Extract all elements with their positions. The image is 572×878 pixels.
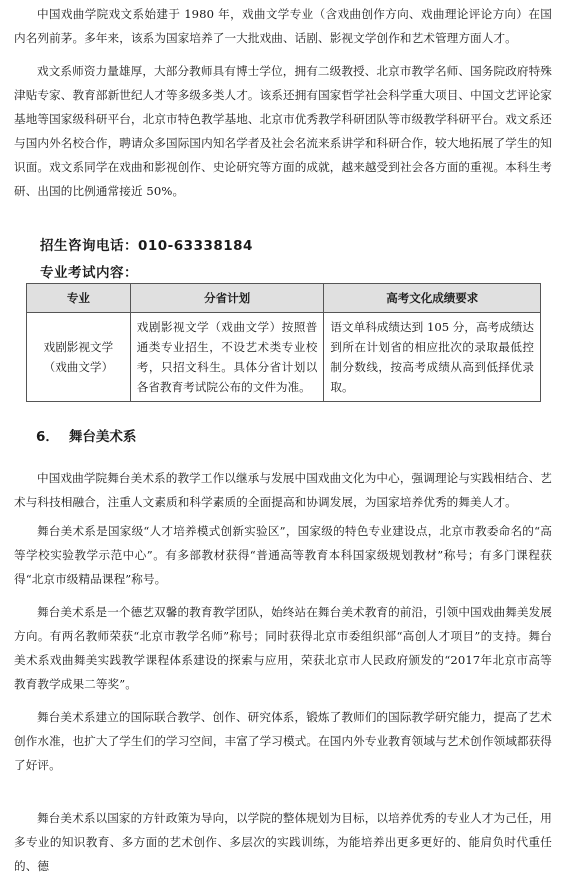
table-row [27, 313, 541, 402]
phone-label: 招生咨询电话： [40, 238, 138, 254]
intro-paragraph-1: 中国戏曲学院戏文系始建于 1980 年，戏曲文学专业（含戏曲创作方向、戏曲理论评论方向）在国内名列前茅。多年来，该系为国家培养了一大批戏曲、话剧、影视文学创作和艺术管理方面人才。 [14, 7, 552, 45]
cell-plan: 戏剧影视文学（戏曲文学）按照普通类专业招生，不设艺术类专业校考，只招文科生。具体分省计划以各省教育考试院公布的文件为准。 [130, 313, 324, 402]
section6-paragraph-3: 舞台美术系是一个德艺双馨的教育教学团队，始终站在舞台美术教育的前沿，引领中国戏曲舞美发展方向。有两名教师荣获“北京市教学名师”称号；同时获得北京市委组织部“高创人才项目”的支持。舞台美术系戏曲舞美实践教学课程体系建设的探索与应用，荣获北京市人民政府颁发的“2017年北京市高等教育教学成果二等奖”。 [14, 605, 552, 691]
section6-paragraph-2: 舞台美术系是国家级“人才培养模式创新实验区”，国家级的特色专业建设点，北京市教委命名的“高等学校实验教学示范中心”。有多部教材获得“普通高等教育本科国家级规划教材”称号；有多门课程获得“北京市级精品课程”称号。 [14, 524, 552, 586]
intro-paragraph-2: 戏文系师资力量雄厚，大部分教师具有博士学位，拥有二级教授、北京市教学名师、国务院政府特殊津贴专家、教育部新世纪人才等多级多类人才。该系还拥有国家哲学社会科学重大项目、中国文艺评论家基地等国家级科研平台，北京市特色教学基地、北京市优秀教学科研团队等市级教学科研平台。戏文系还与国内外名校合作，聘请众多国际国内知名学者及社会名流来系讲学和科研合作，较大地拓展了学生的知识面。戏文系同学在戏曲和影视创作、史论研究等方面的成就，越来越受到社会各方面的重视。本科生考研、出国的比例通常接近 50%。 [14, 64, 552, 198]
section6-paragraph-5: 舞台美术系以国家的方针政策为导向，以学院的整体规划为目标，以培养优秀的专业人才为己任，用多专业的知识教育、多方面的艺术创作、多层次的实践训练，为能培养出更多更好的、能肩负时代重任的、德 [14, 811, 552, 873]
section-number: 6． [36, 429, 59, 445]
cell-major [27, 313, 131, 402]
section6-paragraph-4: 舞台美术系建立的国际联合教学、创作、研究体系，锻炼了教师们的国际教学研究能力，提高了艺术创作水准，也扩大了学生们的学习空间，丰富了学习模式。在国内外专业教育领域与艺术创作领域都获得了好评。 [14, 710, 552, 772]
major-name: 戏剧影视文学 [43, 340, 114, 354]
cell-requirement: 语文单科成绩达到 105 分，高考成绩达到所在计划省的相应批次的录取最低控制分数线，按高考成绩从高到低择优录取。 [324, 313, 541, 402]
major-direction: （戏曲文学） [43, 360, 114, 374]
header-major: 专业 [27, 284, 131, 313]
section-6-title [36, 425, 136, 445]
section6-paragraph-1: 中国戏曲学院舞台美术系的教学工作以继承与发展中国戏曲文化为中心，强调理论与实践相结合、艺术与科技相融合，注重人文素质和科学素质的全面提高和协调发展，为国家培养优秀的舞美人才。 [14, 471, 552, 509]
table-header-row [27, 284, 541, 313]
header-requirement: 高考文化成绩要求 [324, 284, 541, 313]
header-plan: 分省计划 [130, 284, 324, 313]
exam-content-heading: 专业考试内容： [40, 265, 138, 281]
phone-number: 010-63338184 [138, 238, 253, 254]
admissions-phone-line [40, 234, 253, 254]
exam-requirements-table [26, 283, 541, 402]
section-name: 舞台美术系 [68, 429, 137, 445]
